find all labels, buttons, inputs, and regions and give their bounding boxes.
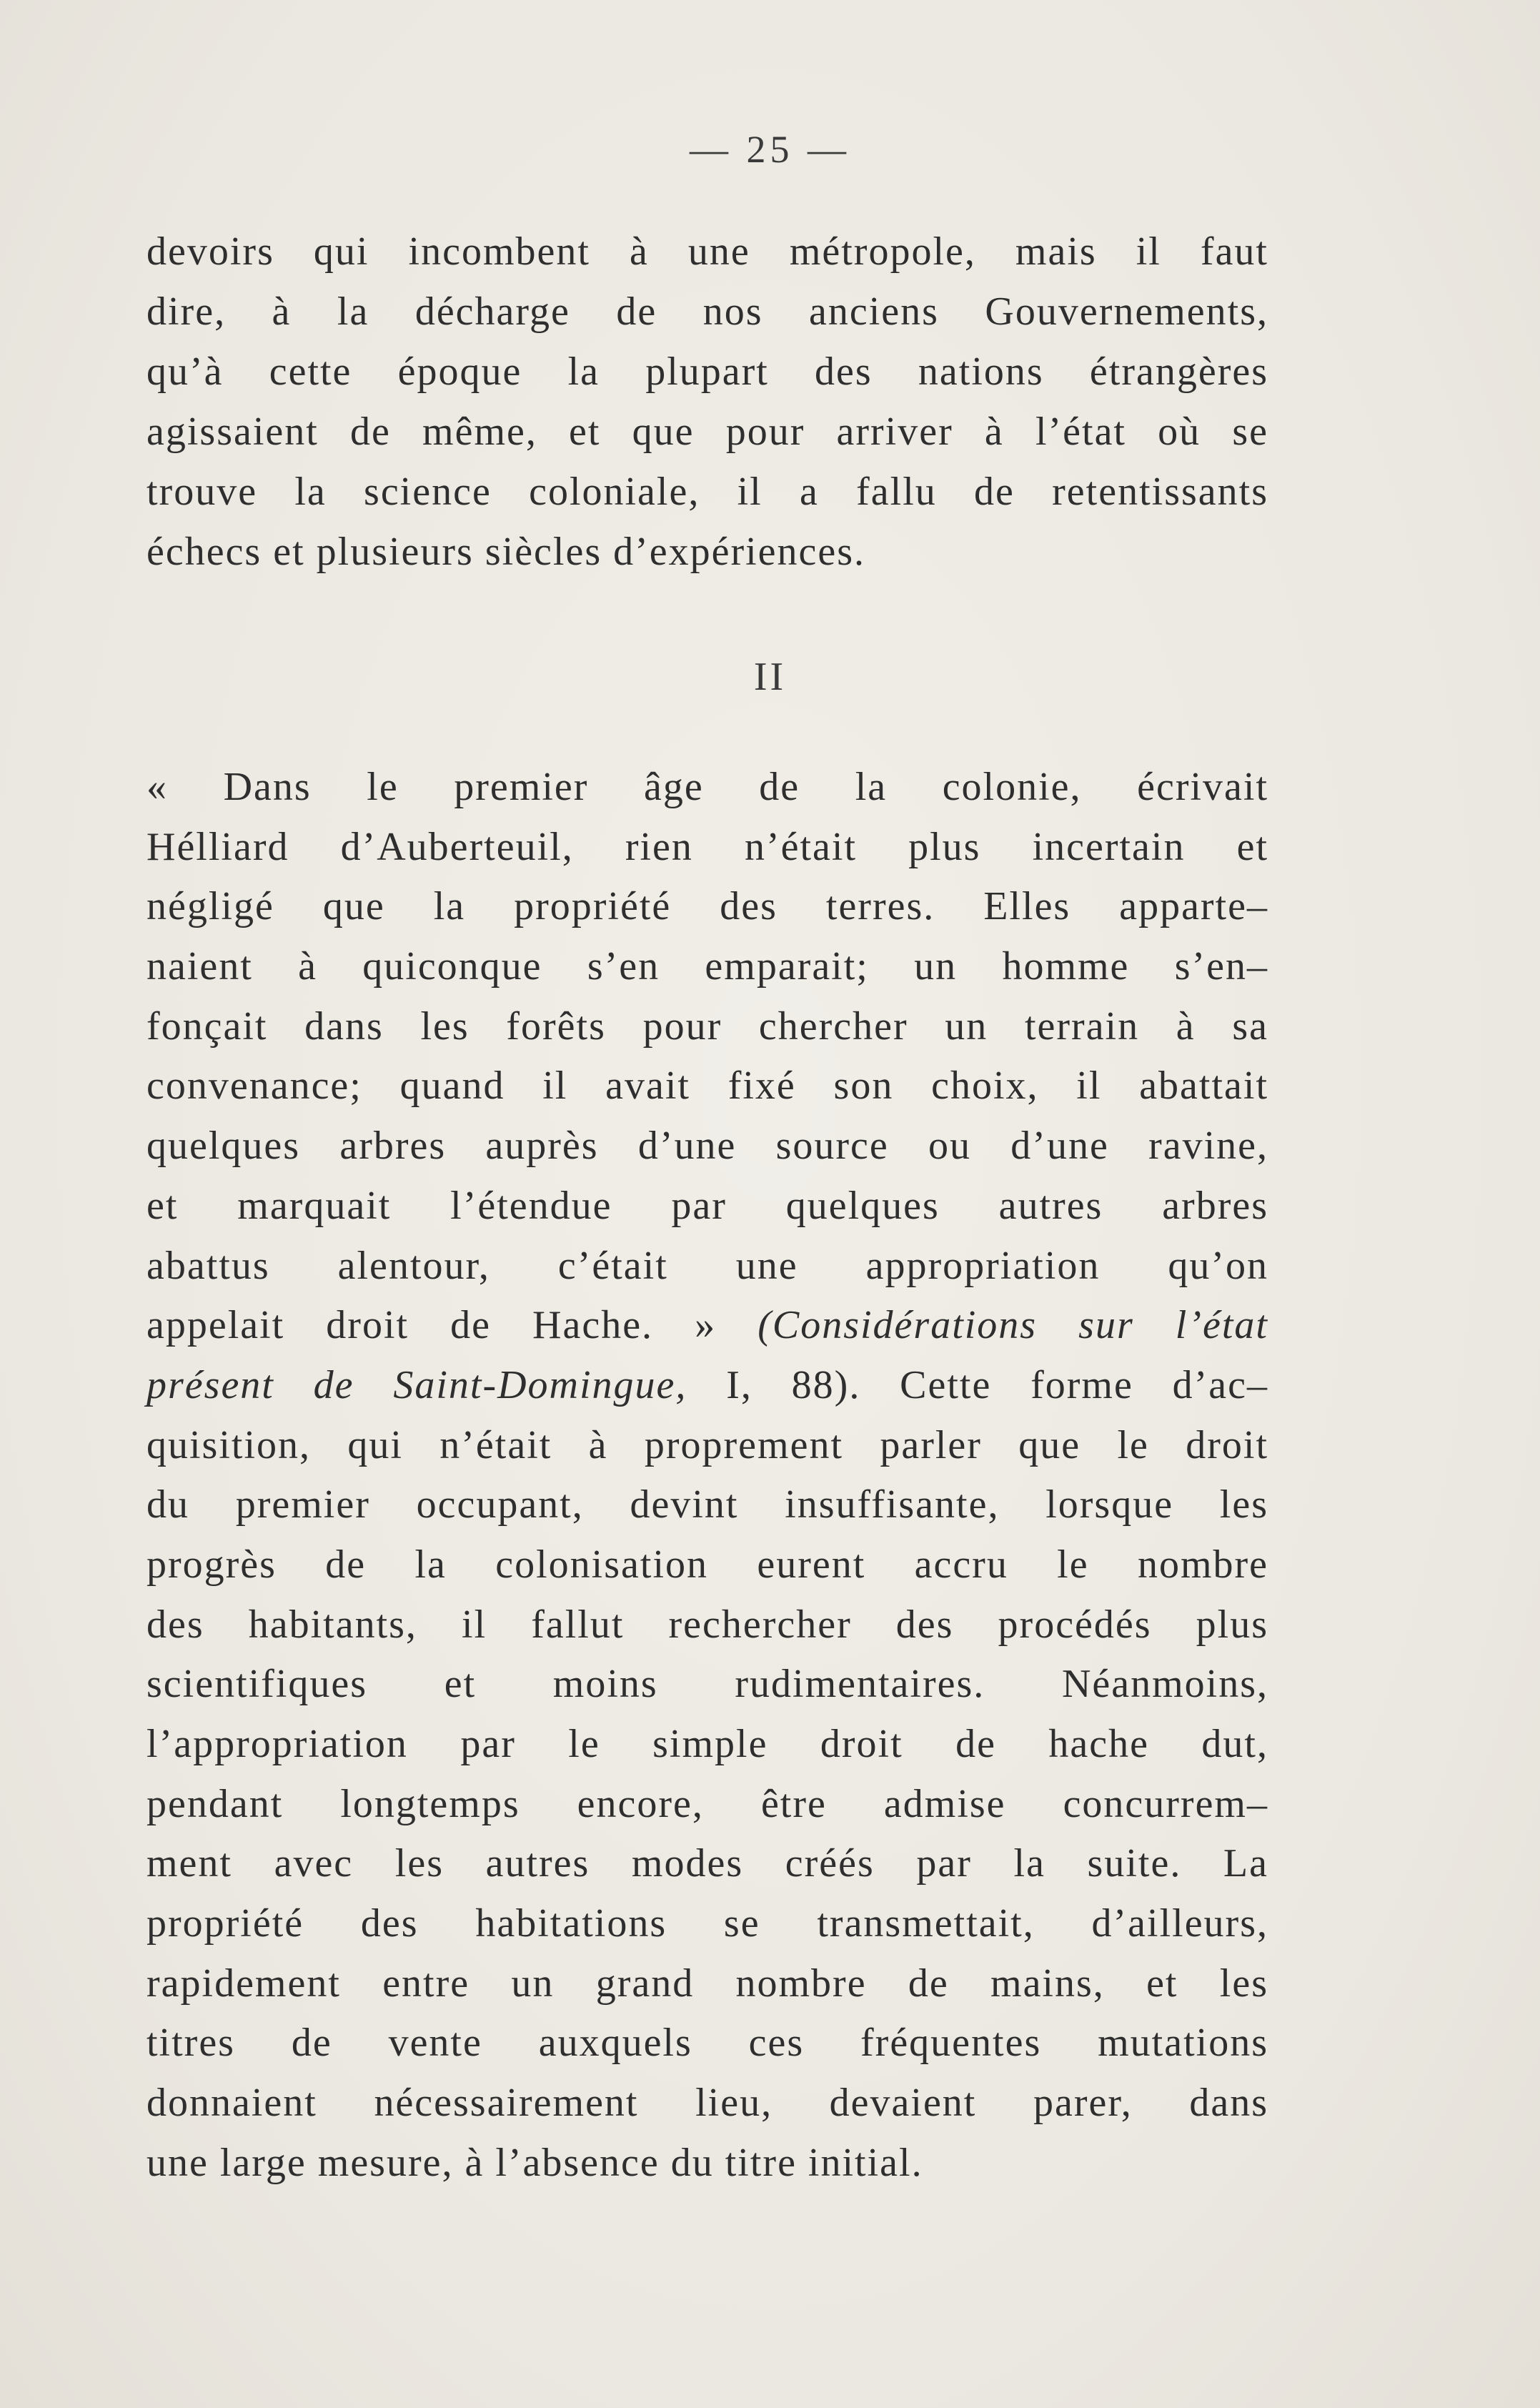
- text-line-with-citation: [146, 1356, 1268, 1416]
- text-line: propriété des habitations se transmettait, d’ailleurs,: [146, 1901, 1268, 1946]
- text-line: une large mesure, à l’absence du titre initial.: [146, 2140, 923, 2185]
- section-heading: II: [753, 655, 787, 699]
- text-line: donnaient nécessairement lieu, devaient parer, dans: [146, 2081, 1268, 2126]
- text-line: l’appropriation par le simple droit de hache dut,: [146, 1722, 1268, 1766]
- text-line: titres de vente auxquels ces fréquentes mutations: [146, 2021, 1268, 2066]
- paragraph-1: [146, 222, 1268, 582]
- text-line: pendant longtemps encore, être admise concurrem–: [146, 1781, 1268, 1826]
- text-line: du premier occupant, devint insuffisante, lorsque les: [146, 1482, 1268, 1527]
- text-line: dire, à la décharge de nos anciens Gouvernements,: [146, 289, 1268, 334]
- text-line: qu’à cette époque la plupart des nations étrangères: [146, 350, 1268, 394]
- paragraph-2: [146, 758, 1268, 2194]
- text-line: convenance; quand il avait fixé son choix, il abattait: [146, 1064, 1268, 1109]
- text-line: devoirs qui incombent à une métropole, mais il faut: [146, 229, 1268, 274]
- text-line: ment avec les autres modes créés par la suite. La: [146, 1841, 1268, 1886]
- text-line: agissaient de même, et que pour arriver à l’état où se: [146, 410, 1268, 454]
- text-line: trouve la science coloniale, il a fallu de retentissants: [146, 470, 1268, 514]
- text-line: rapidement entre un grand nombre de mains, et les: [146, 1961, 1268, 2006]
- text-line: quisition, qui n’était à proprement parler que le droit: [146, 1422, 1268, 1467]
- text-line: Hélliard d’Auberteuil, rien n’était plus incertain et: [146, 824, 1268, 869]
- text-line: scientifiques et moins rudimentaires. Néanmoins,: [146, 1662, 1268, 1707]
- text-line: abattus alentour, c’était une appropriation qu’on: [146, 1243, 1268, 1288]
- text-line: négligé que la propriété des terres. Elles apparte–: [146, 884, 1268, 929]
- text-line: progrès de la colonisation eurent accru le nombre: [146, 1542, 1268, 1587]
- text-line: fonçait dans les forêts pour chercher un terrain à sa: [146, 1004, 1268, 1049]
- text-segment: I, 88). Cette forme d’ac–: [687, 1362, 1269, 1407]
- text-line: quelques arbres auprès d’une source ou d’une ravine,: [146, 1124, 1268, 1169]
- text-line: échecs et plusieurs siècles d’expériences.: [146, 530, 866, 574]
- page-number: — 25 —: [690, 128, 850, 171]
- text-line: et marquait l’étendue par quelques autres arbres: [146, 1183, 1268, 1228]
- text-segment: appelait droit de Hache. »: [146, 1303, 758, 1348]
- text-line: « Dans le premier âge de la colonie, écrivait: [146, 765, 1268, 809]
- text-line-with-citation: [146, 1296, 1268, 1356]
- citation-title: présent de Saint-Domingue,: [146, 1362, 687, 1407]
- citation-title: (Considérations sur l’état: [757, 1303, 1268, 1348]
- text-line: des habitants, il fallut rechercher des procédés plus: [146, 1602, 1268, 1647]
- text-line: naient à quiconque s’en emparait; un homme s’en–: [146, 944, 1268, 989]
